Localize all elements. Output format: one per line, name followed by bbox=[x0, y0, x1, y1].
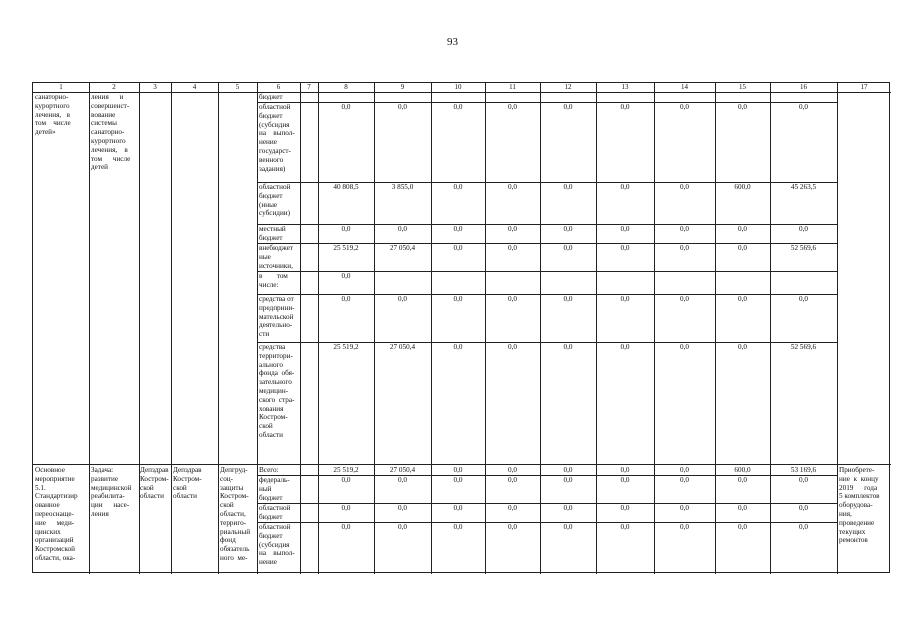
value-cell: 0,0 bbox=[620, 476, 630, 484]
value-cell: 0,0 bbox=[398, 523, 407, 531]
source-label: Всего: bbox=[259, 466, 279, 474]
expected-result: Приобрете- ние к концу 2019 года 5 комплектов оборудова- ния, проведение текущих ремонтов bbox=[839, 466, 880, 545]
column-line bbox=[89, 83, 90, 574]
source-label: местный бюджет bbox=[259, 225, 286, 242]
value-cell: 600,0 bbox=[734, 466, 751, 474]
header-cell: 4 bbox=[192, 83, 197, 91]
value-cell: 0,0 bbox=[738, 504, 747, 512]
value-cell: 0,0 bbox=[453, 466, 463, 474]
column-line bbox=[485, 83, 486, 574]
column-line bbox=[596, 83, 597, 574]
value-cell: 0,0 bbox=[453, 295, 463, 303]
value-cell: 0,0 bbox=[453, 343, 463, 351]
header-cell: 6 bbox=[276, 83, 281, 91]
source-label: областной бюджет (субсидия на выпол- нение bbox=[259, 523, 295, 567]
measure-name: Основное мероприятие 5.1. Стандартизир ованное переоснаще- ние меди- цинских организаций Костромской области, ока- bbox=[35, 466, 78, 562]
value-cell: 0,0 bbox=[398, 476, 407, 484]
value-cell: 0,0 bbox=[620, 466, 630, 474]
value-cell: 0,0 bbox=[620, 244, 630, 252]
header-cell: 9 bbox=[400, 83, 405, 91]
column-line bbox=[770, 83, 771, 574]
value-cell: 0,0 bbox=[508, 476, 517, 484]
value-cell: 0,0 bbox=[398, 103, 407, 111]
value-cell: 27 050,4 bbox=[389, 343, 416, 351]
column-line bbox=[318, 83, 319, 574]
source-label: бюджет bbox=[259, 93, 283, 101]
column-line bbox=[540, 83, 541, 574]
value-cell: 0,0 bbox=[563, 225, 573, 233]
value-cell: 0,0 bbox=[680, 295, 689, 303]
value-cell: 0,0 bbox=[508, 295, 517, 303]
value-cell: 0,0 bbox=[563, 103, 573, 111]
value-cell: 52 569,6 bbox=[790, 244, 817, 252]
header-cell: 1 bbox=[59, 83, 63, 91]
value-cell: 0,0 bbox=[508, 343, 517, 351]
value-cell: 0,0 bbox=[799, 476, 808, 484]
value-cell: 600,0 bbox=[734, 183, 751, 191]
value-cell: 3 855,0 bbox=[391, 183, 414, 191]
source-label: средства территори- ального фонда обя- зательного медицин- ского стра- хования Костром- ской области bbox=[259, 343, 295, 439]
value-cell: 25 519,2 bbox=[333, 466, 359, 474]
value-cell: 0,0 bbox=[341, 272, 351, 280]
header-cell: 16 bbox=[800, 83, 807, 91]
value-cell: 0,0 bbox=[508, 466, 517, 474]
value-cell: 0,0 bbox=[563, 343, 573, 351]
value-cell: 0,0 bbox=[563, 183, 573, 191]
value-cell: 0,0 bbox=[508, 504, 517, 512]
value-cell: 0,0 bbox=[563, 504, 573, 512]
value-cell: 0,0 bbox=[799, 295, 808, 303]
header-cell: 11 bbox=[509, 83, 516, 91]
value-cell: 0,0 bbox=[620, 103, 630, 111]
value-cell: 0,0 bbox=[563, 244, 573, 252]
value-cell: 0,0 bbox=[508, 183, 517, 191]
co-executor: Депгруд- соц- защиты Костром- ской области, терриго- риальный фонд обязатель ного ме- bbox=[220, 466, 251, 562]
value-cell: 27 050,4 bbox=[389, 466, 416, 474]
value-cell: 0,0 bbox=[738, 295, 747, 303]
value-cell: 0,0 bbox=[453, 225, 463, 233]
budget-table bbox=[32, 82, 890, 573]
value-cell: 0,0 bbox=[620, 225, 630, 233]
header-cell: 12 bbox=[564, 83, 572, 91]
value-cell: 25 519,2 bbox=[333, 343, 359, 351]
value-cell: 0,0 bbox=[341, 103, 351, 111]
value-cell: 0,0 bbox=[453, 244, 463, 252]
value-cell: 53 169,6 bbox=[790, 466, 817, 474]
value-cell: 0,0 bbox=[508, 523, 517, 531]
page-number: 93 bbox=[447, 36, 458, 48]
value-cell: 0,0 bbox=[620, 504, 630, 512]
column-line bbox=[300, 83, 301, 574]
column-line bbox=[431, 83, 432, 574]
value-cell: 0,0 bbox=[799, 103, 808, 111]
value-cell: 0,0 bbox=[341, 476, 351, 484]
value-cell: 25 519,2 bbox=[333, 244, 359, 252]
column-line bbox=[257, 83, 258, 574]
value-cell: 0,0 bbox=[680, 523, 689, 531]
value-cell: 0,0 bbox=[680, 244, 689, 252]
source-label: областной бюджет (субсидия на выпол- нение государст- венного задания) bbox=[259, 103, 295, 173]
header-cell: 13 bbox=[621, 83, 629, 91]
value-cell: 0,0 bbox=[508, 225, 517, 233]
source-label: федераль- ный бюджет bbox=[259, 476, 290, 502]
value-cell: 0,0 bbox=[341, 523, 351, 531]
column-line bbox=[715, 83, 716, 574]
value-cell: 0,0 bbox=[563, 295, 573, 303]
source-label: областной бюджет (иные субсидии) bbox=[259, 183, 291, 218]
value-cell: 0,0 bbox=[341, 225, 351, 233]
column-line bbox=[171, 83, 172, 574]
section-line bbox=[33, 464, 891, 465]
executor: Депздрав Костром- ской области bbox=[140, 466, 169, 501]
value-cell: 0,0 bbox=[738, 244, 747, 252]
value-cell: 0,0 bbox=[620, 343, 630, 351]
value-cell: 0,0 bbox=[680, 183, 689, 191]
header-cell: 14 bbox=[681, 83, 688, 91]
value-cell: 0,0 bbox=[341, 504, 351, 512]
header-cell: 15 bbox=[739, 83, 746, 91]
value-cell: 0,0 bbox=[620, 295, 630, 303]
value-cell: 0,0 bbox=[680, 343, 689, 351]
value-cell: 0,0 bbox=[738, 343, 747, 351]
value-cell: 0,0 bbox=[738, 103, 747, 111]
executor: Депздрав Костром- ской области bbox=[173, 466, 202, 501]
value-cell: 0,0 bbox=[680, 225, 689, 233]
value-cell: 52 569,6 bbox=[790, 343, 817, 351]
value-cell: 0,0 bbox=[453, 504, 463, 512]
value-cell: 0,0 bbox=[398, 295, 407, 303]
value-cell: 0,0 bbox=[398, 504, 407, 512]
column-line bbox=[837, 83, 838, 574]
value-cell: 0,0 bbox=[738, 225, 747, 233]
value-cell: 0,0 bbox=[453, 103, 463, 111]
value-cell: 0,0 bbox=[398, 225, 407, 233]
source-label: средства от предприни- мательской деятельно- сти bbox=[259, 295, 295, 339]
value-cell: 0,0 bbox=[563, 466, 573, 474]
source-label: в том числе: bbox=[259, 272, 288, 289]
value-cell: 0,0 bbox=[799, 504, 808, 512]
value-cell: 0,0 bbox=[738, 476, 747, 484]
source-label: внебюджет ные источники, bbox=[259, 244, 293, 270]
value-cell: 45 263,5 bbox=[790, 183, 817, 191]
value-cell: 0,0 bbox=[453, 476, 463, 484]
task-name-cont: ления и совершенст- вование системы санаторно- курортного лечения, в том числе детей bbox=[91, 93, 131, 172]
value-cell: 0,0 bbox=[453, 183, 463, 191]
column-line bbox=[374, 83, 375, 574]
value-cell: 0,0 bbox=[620, 183, 630, 191]
value-cell: 0,0 bbox=[799, 523, 808, 531]
header-cell: 10 bbox=[454, 83, 462, 91]
value-cell: 40 808,5 bbox=[333, 183, 359, 191]
value-cell: 0,0 bbox=[341, 295, 351, 303]
value-cell: 0,0 bbox=[680, 103, 689, 111]
value-cell: 0,0 bbox=[563, 476, 573, 484]
header-cell: 5 bbox=[235, 83, 240, 91]
value-cell: 0,0 bbox=[453, 523, 463, 531]
header-cell: 3 bbox=[153, 83, 157, 91]
header-cell: 2 bbox=[112, 83, 116, 91]
value-cell: 0,0 bbox=[620, 523, 630, 531]
column-line bbox=[218, 83, 219, 574]
header-cell: 7 bbox=[307, 83, 311, 91]
source-label: областной бюджет bbox=[259, 504, 291, 521]
value-cell: 0,0 bbox=[738, 523, 747, 531]
header-cell: 8 bbox=[344, 83, 348, 91]
value-cell: 0,0 bbox=[508, 244, 517, 252]
column-line bbox=[654, 83, 655, 574]
value-cell: 0,0 bbox=[508, 103, 517, 111]
value-cell: 0,0 bbox=[680, 466, 689, 474]
header-cell: 17 bbox=[860, 83, 868, 91]
value-cell: 27 050,4 bbox=[389, 244, 416, 252]
value-cell: 0,0 bbox=[563, 523, 573, 531]
value-cell: 0,0 bbox=[680, 476, 689, 484]
program-name-cont: санаторно- курортного лечения, в том числе детей» bbox=[35, 93, 71, 137]
value-cell: 0,0 bbox=[680, 504, 689, 512]
value-cell: 0,0 bbox=[799, 225, 808, 233]
task-name: Задача: развитие медицинской реабилита- ции насе- ления bbox=[91, 466, 132, 518]
